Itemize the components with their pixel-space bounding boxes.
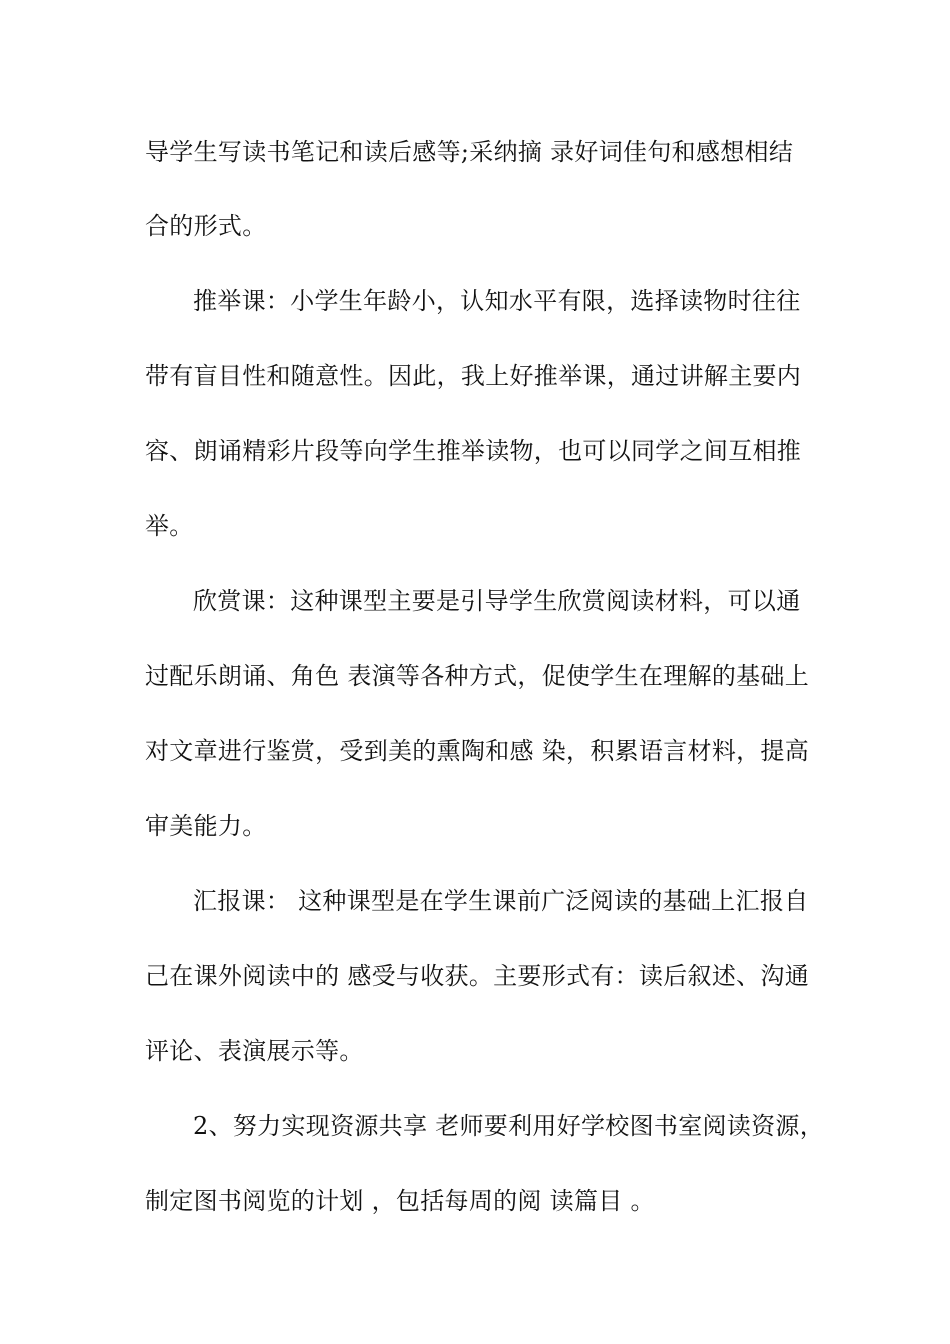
text-line-1: 导学生写读书笔记和读后感等;采纳摘 录好词佳句和感想相结 xyxy=(145,138,794,166)
text-line-13: 评论、表演展示等。 xyxy=(145,1037,364,1065)
text-line-11: 汇报课： 这种课型是在学生课前广泛阅读的基础上汇报自 xyxy=(193,887,809,915)
text-line-2: 合的形式。 xyxy=(145,212,267,240)
text-line-7: 欣赏课：这种课型主要是引导学生欣赏阅读材料，可以通 xyxy=(193,587,801,615)
text-line-4: 带有盲目性和随意性。因此，我上好推举课，通过讲解主要内 xyxy=(145,362,802,390)
text-line-8: 过配乐朗诵、角色 表演等各种方式，促使学生在理解的基础上 xyxy=(145,662,810,690)
text-line-6: 举。 xyxy=(145,512,194,540)
text-line-5: 容、朗诵精彩片段等向学生推举读物，也可以同学之间互相推 xyxy=(145,437,802,465)
text-line-12: 己在课外阅读中的 感受与收获。主要形式有：读后叙述、沟通 xyxy=(145,962,810,990)
text-line-14: 2、努力实现资源共享 老师要利用好学校图书室阅读资源， xyxy=(193,1112,824,1140)
text-line-3: 推举课：小学生年龄小，认知水平有限，选择读物时往往 xyxy=(193,287,801,315)
text-line-9: 对文章进行鉴赏，受到美的熏陶和感 染，积累语言材料，提高 xyxy=(145,737,810,765)
text-line-10: 审美能力。 xyxy=(145,812,267,840)
text-line-15: 制定图书阅览的计划 ，包括每周的阅 读篇目 。 xyxy=(145,1187,655,1215)
